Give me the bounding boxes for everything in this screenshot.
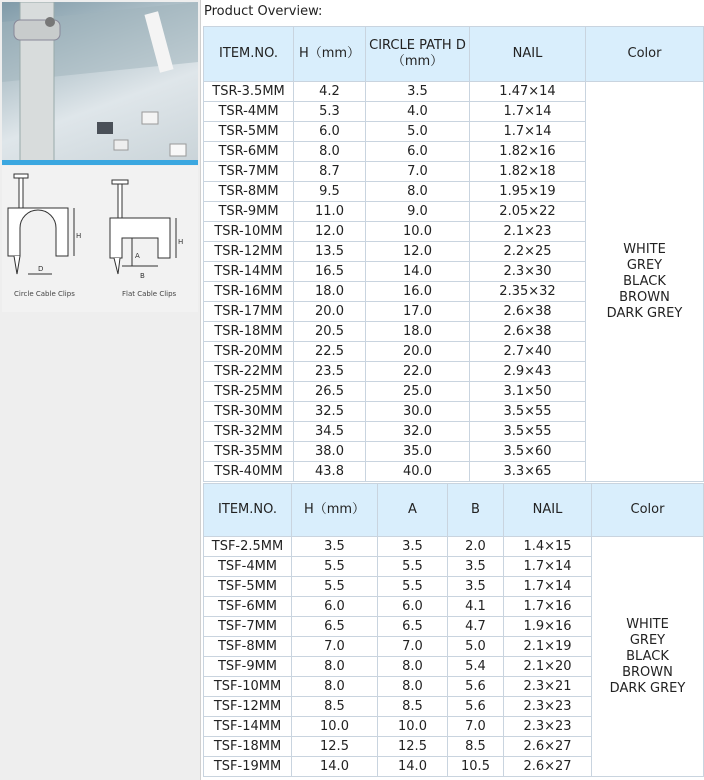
table-cell: TSR-7MM [204,162,294,182]
table-cell: 1.7×14 [470,122,586,142]
table-cell: 6.0 [378,597,448,617]
table-cell: 2.1×23 [470,222,586,242]
svg-text:D: D [38,265,44,273]
table-cell: 2.05×22 [470,202,586,222]
table-cell: 3.3×65 [470,462,586,482]
table-cell: 10.5 [448,757,504,777]
color-cell [586,82,704,482]
table-cell: TSR-32MM [204,422,294,442]
table-cell: 20.0 [294,302,366,322]
table-cell: TSF-19MM [204,757,292,777]
tsf-spec-table [203,483,704,777]
table-cell: 5.0 [448,637,504,657]
svg-text:H: H [178,238,184,246]
table-cell: 5.4 [448,657,504,677]
table-cell: TSR-20MM [204,342,294,362]
table-cell: 3.5 [448,557,504,577]
table-cell: 4.7 [448,617,504,637]
table-cell: 7.0 [378,637,448,657]
table-cell: 38.0 [294,442,366,462]
table-row [204,82,704,102]
table-cell: 3.5 [292,537,378,557]
table-cell: 10.0 [378,717,448,737]
table-cell: 2.3×23 [504,697,592,717]
table-cell: TSR-35MM [204,442,294,462]
table-cell: 2.3×23 [504,717,592,737]
color-option: BLACK [623,273,666,289]
table-cell: 5.5 [378,577,448,597]
table-cell: 2.6×27 [504,737,592,757]
table-cell: 14.0 [378,757,448,777]
flat-clip-caption: Flat Cable Clips [122,290,177,298]
cable-clip-photo-image [2,2,198,165]
color-option: BROWN [619,289,670,305]
table-cell: TSR-40MM [204,462,294,482]
table-cell: 1.47×14 [470,82,586,102]
table-cell: 2.6×38 [470,302,586,322]
table-cell: TSF-6MM [204,597,292,617]
table-cell: 2.6×27 [504,757,592,777]
table-cell: 2.0 [448,537,504,557]
column-header: ITEM.NO. [204,484,292,537]
column-header: B [448,484,504,537]
table-cell: 3.5×60 [470,442,586,462]
table-cell: 2.6×38 [470,322,586,342]
table-cell: TSR-30MM [204,402,294,422]
color-option: BLACK [626,648,669,664]
column-header: H（mm） [292,484,378,537]
table-cell: 8.5 [448,737,504,757]
product-photo [2,2,198,165]
table-cell: 9.0 [366,202,470,222]
table-cell: 5.5 [378,557,448,577]
table-cell: 10.0 [292,717,378,737]
table-cell: 32.0 [366,422,470,442]
table-cell: TSR-14MM [204,262,294,282]
table-cell: 2.3×21 [504,677,592,697]
table-cell: 7.0 [448,717,504,737]
table-cell: 2.3×30 [470,262,586,282]
table-cell: 8.5 [378,697,448,717]
table-cell: TSR-12MM [204,242,294,262]
table-cell: TSF-5MM [204,577,292,597]
table-cell: 25.0 [366,382,470,402]
table-cell: 11.0 [294,202,366,222]
table-cell: 3.5×55 [470,402,586,422]
column-header: Color [586,27,704,82]
table-cell: 43.8 [294,462,366,482]
table-cell: TSR-3.5MM [204,82,294,102]
table-cell: 1.7×14 [470,102,586,122]
table-cell: 5.0 [366,122,470,142]
table-cell: 14.0 [292,757,378,777]
table-cell: 32.5 [294,402,366,422]
table-cell: 9.5 [294,182,366,202]
table-cell: 7.0 [366,162,470,182]
table-cell: 1.95×19 [470,182,586,202]
table-cell: 2.35×32 [470,282,586,302]
table-cell: 8.0 [378,677,448,697]
table-cell: 22.5 [294,342,366,362]
table-cell: TSR-9MM [204,202,294,222]
table-cell: 1.82×16 [470,142,586,162]
table-cell: TSF-10MM [204,677,292,697]
color-option: WHITE [623,241,666,257]
table-cell: TSF-18MM [204,737,292,757]
column-header: ITEM.NO. [204,27,294,82]
table-cell: TSF-2.5MM [204,537,292,557]
table-cell: 18.0 [366,322,470,342]
table-cell: 6.5 [378,617,448,637]
table-cell: 23.5 [294,362,366,382]
table-cell: 4.2 [294,82,366,102]
table-cell: 3.5 [448,577,504,597]
table-cell: 8.0 [292,677,378,697]
table-cell: 2.7×40 [470,342,586,362]
table-cell: 34.5 [294,422,366,442]
table-cell: TSF-12MM [204,697,292,717]
table-cell: 3.1×50 [470,382,586,402]
table-cell: 22.0 [366,362,470,382]
table-cell: 5.6 [448,697,504,717]
column-header: Color [592,484,704,537]
table-cell: 14.0 [366,262,470,282]
column-header: A [378,484,448,537]
table-cell: TSR-10MM [204,222,294,242]
table-cell: TSF-14MM [204,717,292,737]
color-option: DARK GREY [609,680,686,696]
table-cell: 8.7 [294,162,366,182]
table-cell: 40.0 [366,462,470,482]
table-cell: TSF-8MM [204,637,292,657]
table-cell: 8.0 [366,182,470,202]
table-cell: 30.0 [366,402,470,422]
column-header: NAIL [470,27,586,82]
table-cell: TSR-22MM [204,362,294,382]
table-cell: TSR-4MM [204,102,294,122]
color-cell [592,537,704,777]
table-cell: 3.5×55 [470,422,586,442]
table-cell: 8.5 [292,697,378,717]
table-cell: TSR-17MM [204,302,294,322]
table-cell: 8.0 [378,657,448,677]
svg-text:B: B [140,272,145,280]
table-cell: TSR-18MM [204,322,294,342]
table-cell: 16.5 [294,262,366,282]
table-cell: 10.0 [366,222,470,242]
table-cell: TSF-7MM [204,617,292,637]
table-cell: 2.1×19 [504,637,592,657]
product-overview-panel [200,0,704,780]
table-cell: 26.5 [294,382,366,402]
table-cell: 1.4×15 [504,537,592,557]
table-cell: 1.7×16 [504,597,592,617]
table-cell: TSR-8MM [204,182,294,202]
table-cell: TSF-9MM [204,657,292,677]
column-header: NAIL [504,484,592,537]
table-cell: 5.5 [292,577,378,597]
table-cell: 20.0 [366,342,470,362]
color-option: DARK GREY [606,305,683,321]
table-cell: 4.1 [448,597,504,617]
table-cell: 12.0 [366,242,470,262]
table-cell: 6.5 [292,617,378,637]
table-cell: 6.0 [294,122,366,142]
table-cell: 5.3 [294,102,366,122]
table-cell: 12.5 [378,737,448,757]
table-cell: 12.5 [292,737,378,757]
table-row [204,537,704,557]
table-cell: TSR-16MM [204,282,294,302]
color-option: GREY [629,632,666,648]
table-cell: 2.2×25 [470,242,586,262]
svg-text:H: H [76,232,82,240]
table-cell: 8.0 [294,142,366,162]
table-cell: 20.5 [294,322,366,342]
color-option: GREY [626,257,663,273]
table-cell: TSR-5MM [204,122,294,142]
table-cell: 6.0 [292,597,378,617]
color-option: WHITE [626,616,669,632]
circle-clip-caption: Circle Cable Clips [14,290,75,298]
table-cell: 2.9×43 [470,362,586,382]
left-panel [0,0,200,780]
table-cell: 12.0 [294,222,366,242]
table-cell: 1.7×14 [504,577,592,597]
color-option: BROWN [622,664,673,680]
table-cell: 16.0 [366,282,470,302]
table-cell: 5.5 [292,557,378,577]
svg-text:A: A [135,252,140,260]
table-cell: 5.6 [448,677,504,697]
table-cell: 17.0 [366,302,470,322]
table-cell: 1.7×14 [504,557,592,577]
column-header: H（mm） [294,27,366,82]
table-cell: TSR-25MM [204,382,294,402]
table-cell: 6.0 [366,142,470,162]
table-cell: 13.5 [294,242,366,262]
tsr-spec-table [203,26,704,482]
table-cell: 8.0 [292,657,378,677]
table-cell: 3.5 [366,82,470,102]
product-overview-title: Product Overview: [204,4,323,19]
table-cell: 1.9×16 [504,617,592,637]
table-cell: 4.0 [366,102,470,122]
table-cell: TSF-4MM [204,557,292,577]
table-cell: 35.0 [366,442,470,462]
column-header: CIRCLE PATH D（mm） [366,27,470,82]
table-cell: 7.0 [292,637,378,657]
table-cell: 3.5 [378,537,448,557]
table-cell: 2.1×20 [504,657,592,677]
table-cell: TSR-6MM [204,142,294,162]
table-cell: 1.82×18 [470,162,586,182]
table-cell: 18.0 [294,282,366,302]
